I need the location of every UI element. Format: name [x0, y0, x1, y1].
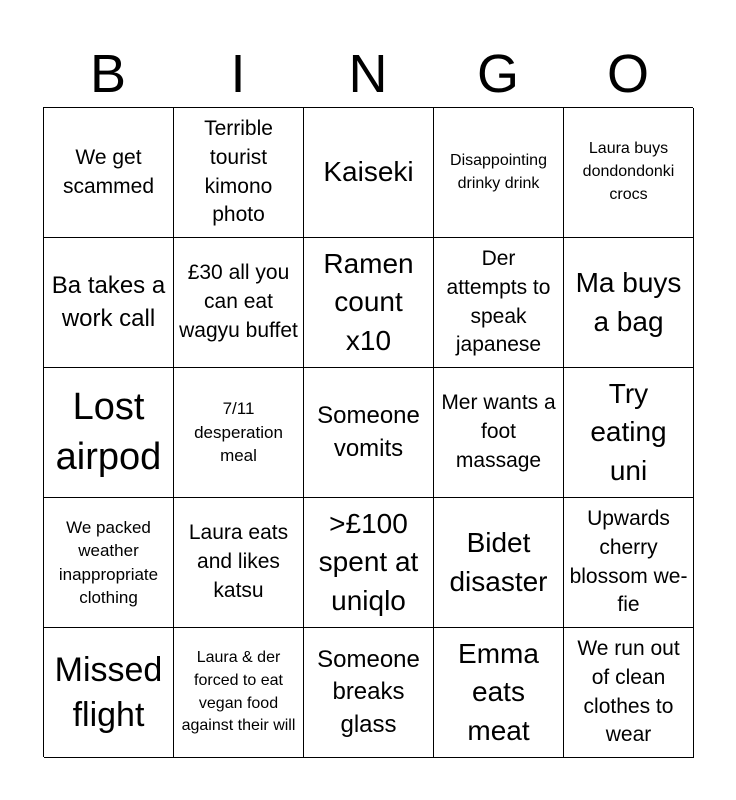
cell-text: Kaiseki [323, 156, 414, 188]
header-letter-o: O [606, 44, 649, 104]
bingo-cell[interactable] [304, 108, 434, 238]
cell-text: Bidet disaster [449, 526, 548, 597]
cell-text: We get scammed [62, 145, 155, 198]
cell-text: Laura & der forced to eat vegan food against their will [181, 649, 296, 735]
bingo-cell[interactable] [564, 628, 694, 758]
header-letter-b: B [89, 44, 127, 104]
bingo-cell[interactable] [564, 498, 694, 628]
bingo-cell[interactable] [44, 108, 174, 238]
header-letter-i: I [230, 44, 246, 104]
header-letter-n: N [348, 44, 388, 104]
cell-text: Someone vomits [317, 401, 420, 462]
cell-text: >£100 spent at uniqlo [318, 507, 419, 616]
cell-text: Terrible tourist kimono photo [204, 116, 273, 227]
cell-text: Ma buys a bag [575, 266, 682, 337]
cell-text: £30 all you can eat wagyu buffet [179, 261, 298, 342]
bingo-cell[interactable] [44, 368, 174, 498]
cell-text: Ramen count x10 [323, 247, 414, 356]
cell-text: Der attempts to speak japanese [446, 246, 551, 357]
bingo-header [43, 42, 693, 106]
cell-text: Disappointing drinky drink [450, 151, 547, 192]
cell-text: Lost airpod [55, 386, 162, 478]
cell-text: We run out of clean clothes to wear [577, 636, 680, 747]
bingo-cell[interactable] [564, 368, 694, 498]
cell-text: We packed weather inappropriate clothing [58, 517, 159, 607]
bingo-cell[interactable] [304, 238, 434, 368]
bingo-cell[interactable] [44, 498, 174, 628]
bingo-cell[interactable] [304, 628, 434, 758]
bingo-cell[interactable] [434, 628, 564, 758]
cell-text: Missed flight [54, 651, 163, 734]
header-letter-g: G [476, 44, 519, 104]
cell-text: Someone breaks glass [317, 645, 420, 738]
bingo-cell[interactable] [434, 108, 564, 238]
bingo-cell[interactable] [434, 368, 564, 498]
bingo-cell[interactable] [304, 368, 434, 498]
bingo-cell[interactable] [434, 238, 564, 368]
bingo-cell[interactable] [174, 368, 304, 498]
bingo-cell[interactable] [174, 498, 304, 628]
bingo-cell[interactable] [174, 238, 304, 368]
bingo-cell[interactable] [44, 628, 174, 758]
cell-text: 7/11 desperation meal [194, 399, 283, 466]
cell-text: Emma eats meat [458, 637, 539, 746]
bingo-cell[interactable] [564, 238, 694, 368]
cell-text: Try eating uni [590, 377, 667, 486]
cell-text: Upwards cherry blossom we-fie [569, 506, 688, 617]
bingo-cell[interactable] [434, 498, 564, 628]
cell-text: Laura buys dondondonki crocs [582, 140, 675, 203]
bingo-board [43, 107, 693, 757]
bingo-cell[interactable] [44, 238, 174, 368]
bingo-cell[interactable] [174, 628, 304, 758]
bingo-cell[interactable] [564, 108, 694, 238]
cell-text: Mer wants a foot massage [441, 391, 556, 472]
cell-text: Ba takes a work call [51, 271, 166, 332]
cell-text: Laura eats and likes katsu [188, 521, 289, 602]
bingo-cell[interactable] [304, 498, 434, 628]
bingo-cell[interactable] [174, 108, 304, 238]
